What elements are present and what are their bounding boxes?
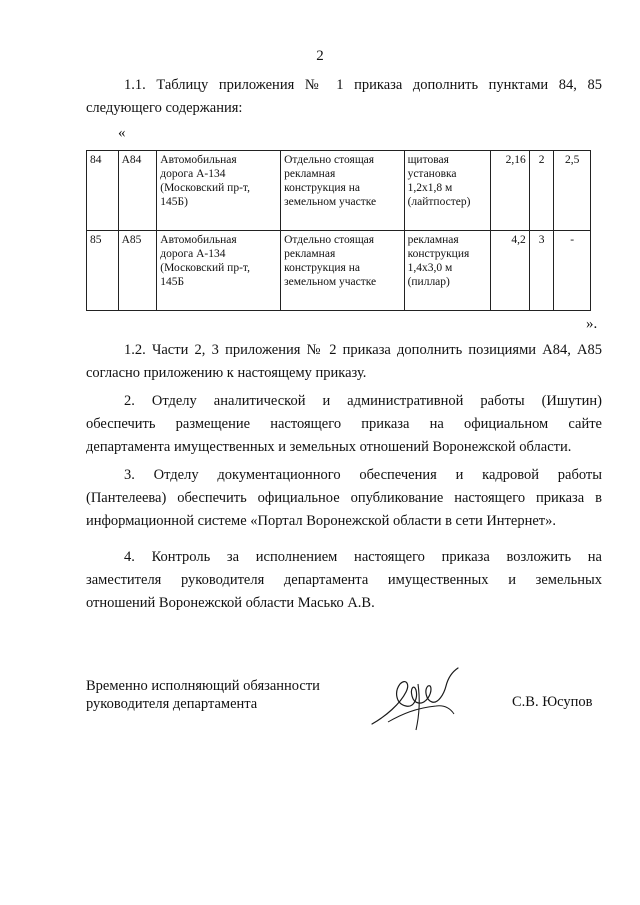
addition-table xyxy=(86,150,591,311)
row-number-cell: 85 xyxy=(87,231,119,311)
paragraph-3-line-1: 3. Отделу документационного обеспечения и кадровой работы xyxy=(124,467,602,483)
construction-type-cell-line: Отдельно стоящая xyxy=(284,154,375,166)
road-cell-line: Автомобильная xyxy=(160,154,237,166)
construction-type-cell-line: рекламная xyxy=(284,168,336,180)
signatory-name: С.В. Юсупов xyxy=(512,694,593,710)
table-row xyxy=(87,231,591,311)
construction-type-cell xyxy=(281,231,404,311)
road-cell-line: Автомобильная xyxy=(160,234,237,246)
handwritten-signature xyxy=(366,664,466,736)
signatory-position xyxy=(86,677,320,713)
paragraph-1-1-line-1: 1.1. Таблицу приложения № 1 приказа дополнить пунктами 84, 85 xyxy=(124,77,602,93)
construction-kind-cell xyxy=(404,231,491,311)
paragraph-1-2 xyxy=(86,339,602,385)
paragraph-4-line-3: отношений Воронежской области Масько А.В. xyxy=(86,595,375,611)
count-cell: 2 xyxy=(529,151,554,231)
construction-kind-cell-line: конструкция xyxy=(407,248,470,260)
paragraph-1-2-line-1: 1.2. Части 2, 3 приложения № 2 приказа дополнить позициями А84, А85 xyxy=(124,342,602,358)
paragraph-1-1 xyxy=(86,74,602,120)
opening-quote: « xyxy=(118,125,126,141)
count-cell: 3 xyxy=(529,231,554,311)
road-cell-line: (Московский пр-т, xyxy=(160,262,250,274)
construction-kind-cell xyxy=(404,151,491,231)
area-cell: 4,2 xyxy=(491,231,530,311)
extra-value-cell: 2,5 xyxy=(554,151,591,231)
paragraph-2-line-1: 2. Отделу аналитической и административной работы (Ишутин) xyxy=(124,393,602,409)
paragraph-4-line-2: заместителя руководителя департамента имущественных и земельных xyxy=(86,572,602,588)
paragraph-3-line-3: информационной системе «Портал Воронежской области в сети Интернет». xyxy=(86,513,556,529)
construction-kind-cell-line: (пиллар) xyxy=(407,276,450,288)
paragraph-4 xyxy=(86,546,602,615)
signatory-position-line-1: Временно исполняющий обязанности xyxy=(86,678,320,694)
construction-kind-cell-line: установка xyxy=(407,168,457,180)
road-cell-line: дорога А-134 xyxy=(160,168,226,180)
row-number-cell: 84 xyxy=(87,151,119,231)
signatory-position-line-2: руководителя департамента xyxy=(86,696,258,712)
construction-kind-cell-line: 1,4х3,0 м xyxy=(407,262,453,274)
construction-type-cell-line: Отдельно стоящая xyxy=(284,234,375,246)
extra-value-cell: - xyxy=(554,231,591,311)
construction-kind-cell-line: 1,2х1,8 м xyxy=(407,182,453,194)
road-cell-line: дорога А-134 xyxy=(160,248,226,260)
paragraph-4-line-1: 4. Контроль за исполнением настоящего приказа возложить на xyxy=(124,549,602,565)
table-row xyxy=(87,151,591,231)
paragraph-1-1-line-2: следующего содержания: xyxy=(86,100,243,116)
road-cell-line: (Московский пр-т, xyxy=(160,182,250,194)
road-cell xyxy=(157,231,281,311)
area-cell: 2,16 xyxy=(491,151,530,231)
paragraph-2-line-2: обеспечить размещение настоящего приказа на официальном сайте xyxy=(86,416,602,432)
paragraph-1-2-line-2: согласно приложению к настоящему приказу. xyxy=(86,365,367,381)
paragraph-2-line-3: департамента имущественных и земельных отношений Воронежской области. xyxy=(86,439,572,455)
construction-type-cell-line: земельном участке xyxy=(284,276,377,288)
row-code-cell: А85 xyxy=(118,231,157,311)
construction-kind-cell-line: рекламная xyxy=(407,234,459,246)
road-cell-line: 145Б) xyxy=(160,196,188,208)
construction-type-cell-line: конструкция на xyxy=(284,262,360,274)
construction-type-cell-line: конструкция на xyxy=(284,182,360,194)
construction-kind-cell-line: щитовая xyxy=(407,154,449,166)
row-code-cell: А84 xyxy=(118,151,157,231)
closing-quote: ». xyxy=(586,316,598,332)
paragraph-2 xyxy=(86,390,602,459)
paragraph-3-line-2: (Пантелеева) обеспечить официальное опубликование настоящего приказа в xyxy=(86,490,602,506)
construction-type-cell-line: земельном участке xyxy=(284,196,377,208)
road-cell-line: 145Б xyxy=(160,276,185,288)
construction-type-cell xyxy=(281,151,404,231)
road-cell xyxy=(157,151,281,231)
page-number: 2 xyxy=(316,48,324,64)
paragraph-3 xyxy=(86,464,602,533)
construction-type-cell-line: рекламная xyxy=(284,248,336,260)
construction-kind-cell-line: (лайтпостер) xyxy=(407,196,471,208)
